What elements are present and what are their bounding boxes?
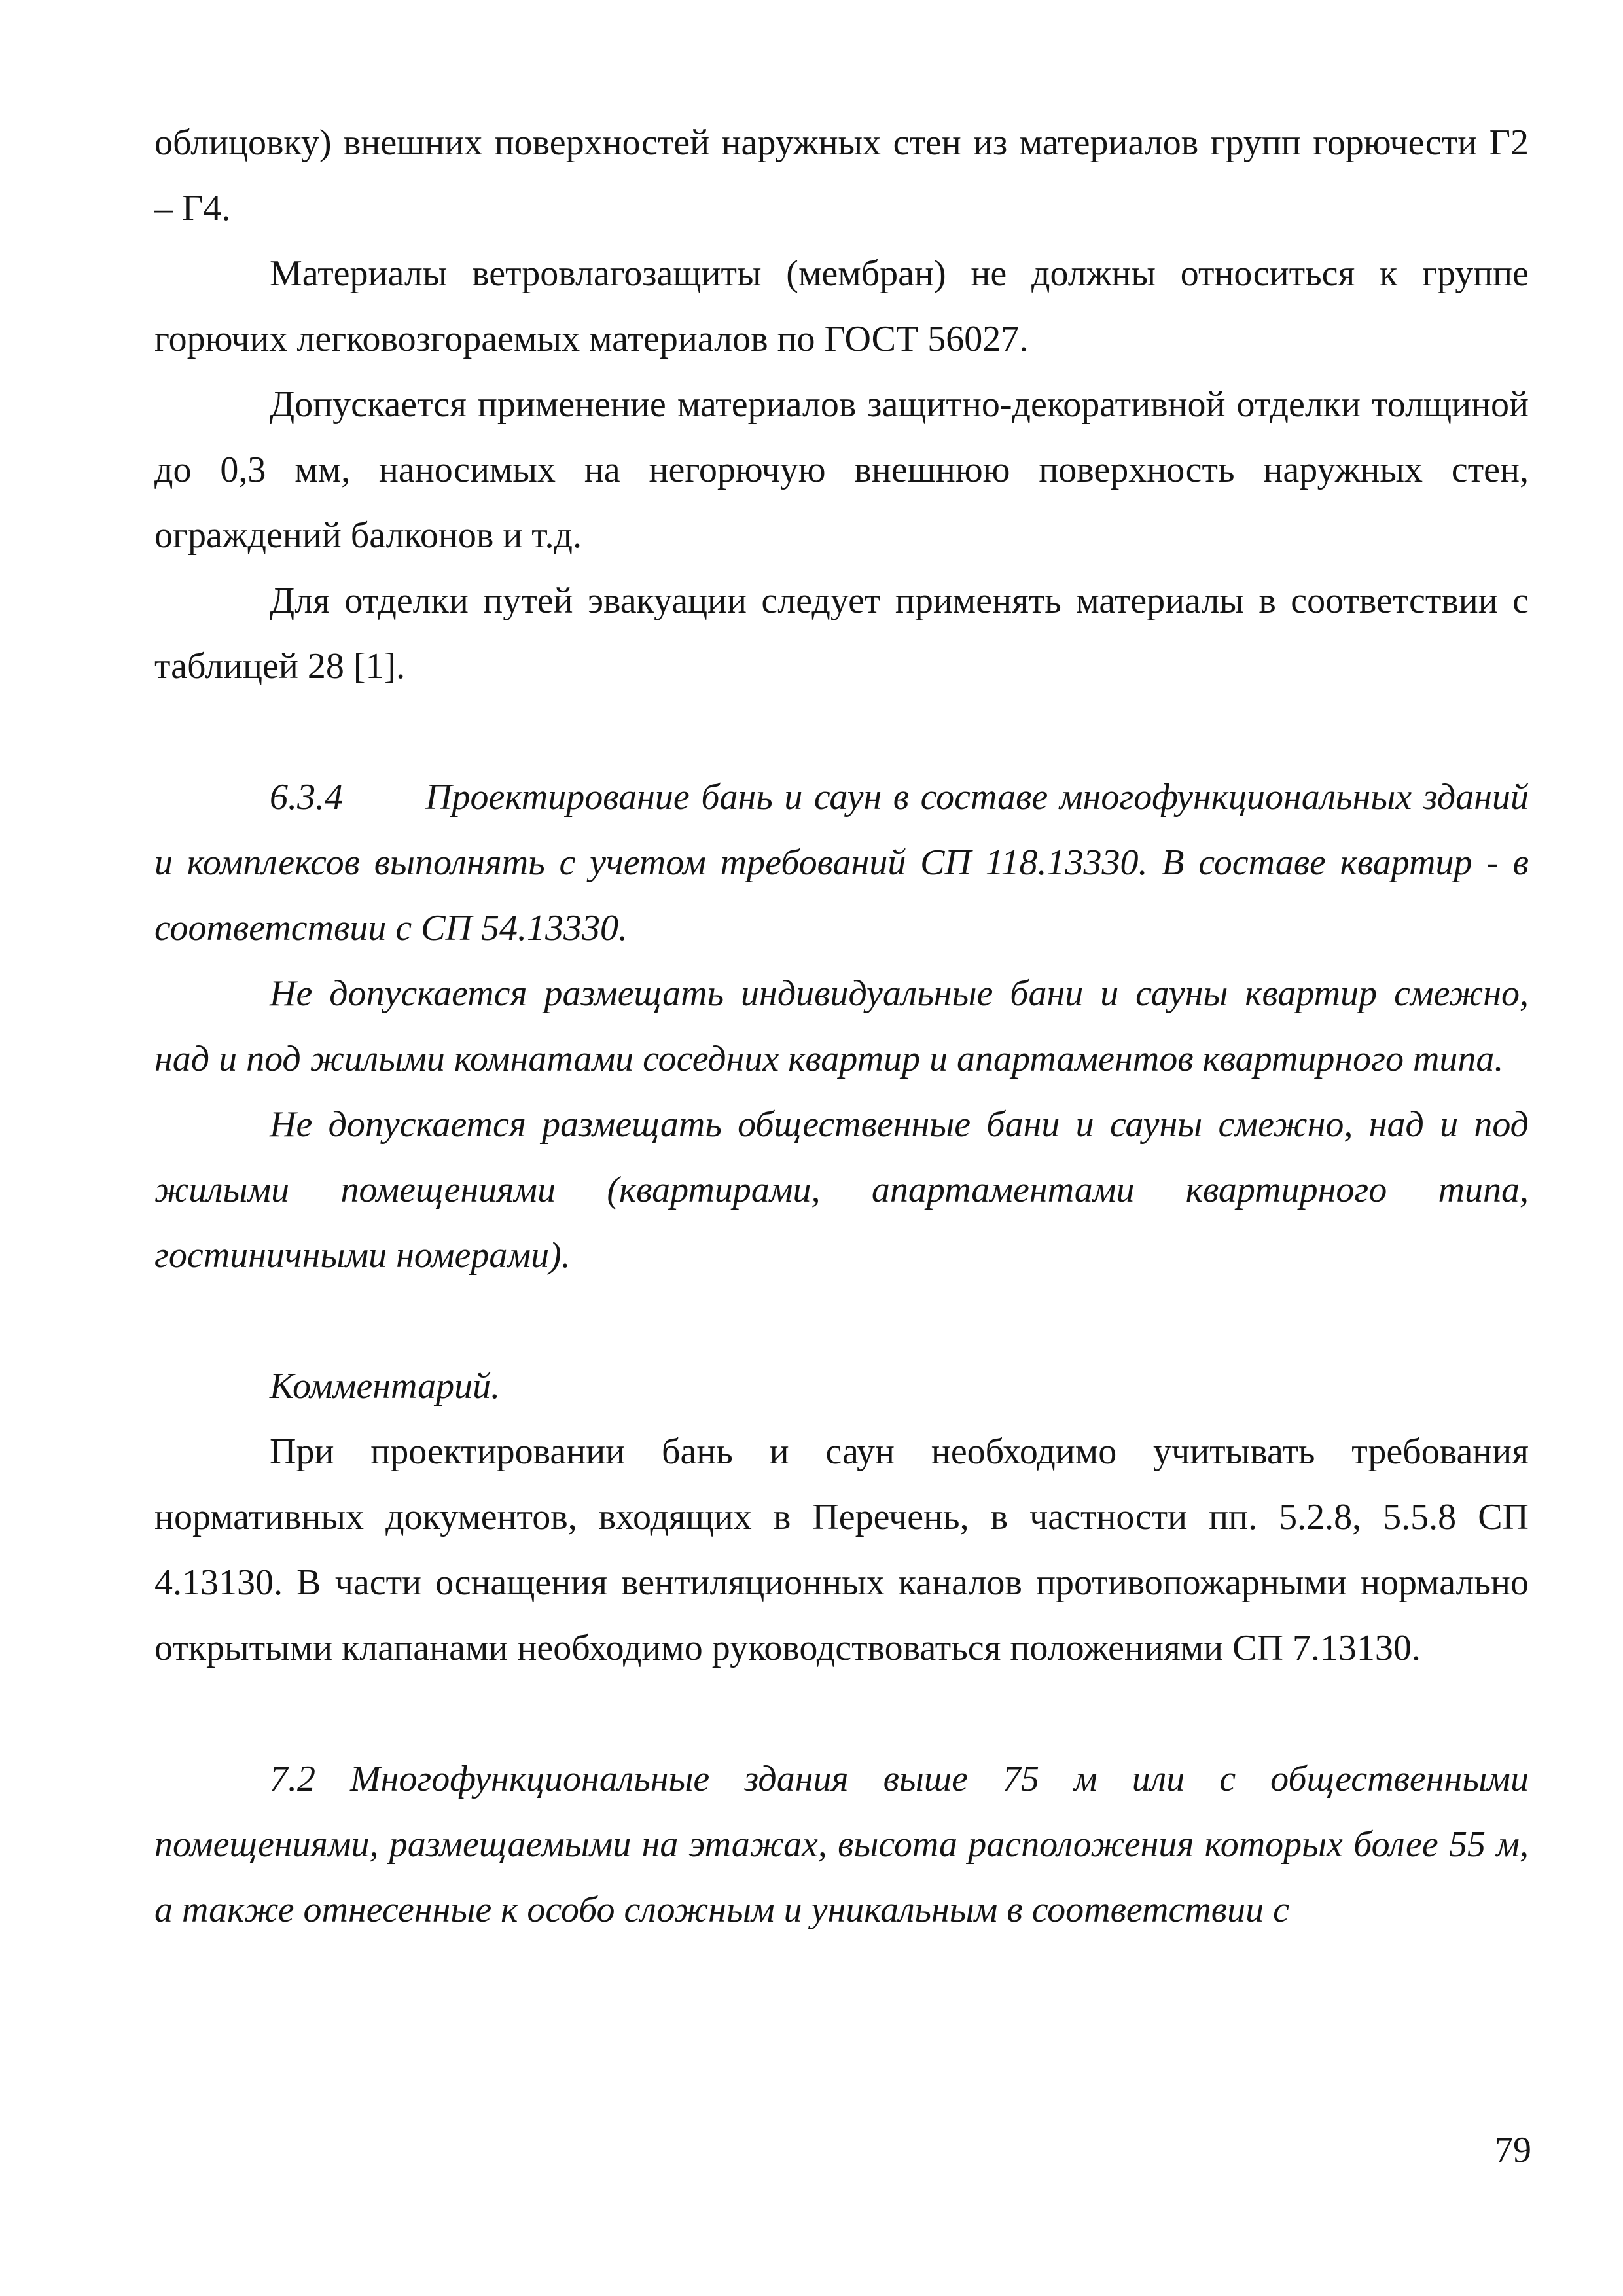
comment-paragraph: При проектировании бань и саун необходимо учитывать требования нормативных документов, входящих в Перечень, в частности пп. 5.2.8, 5.5.8 СП 4.13130. В части оснащения вентиляционных каналов противопожарными нормально открытыми клапанами необходимо руководствоваться положениями СП 7.13130. [154,1431,1529,1668]
body-paragraph: Материалы ветровлагозащиты (мембран) не должны относиться к группе горючих легковозгораемых материалов по ГОСТ 56027. [154,253,1529,359]
body-paragraph: Допускается применение материалов защитно-декоративной отделки толщиной до 0,3 мм, наносимых на негорючую внешнюю поверхность наружных стен, ограждений балконов и т.д. [154,384,1529,556]
document-page [154,110,1529,1943]
spacer [154,1681,1529,1746]
section-text: Проектирование бань и саун в составе многофункциональных зданий и комплексов выполнять с учетом требований СП 118.13330. В составе квартир - в соответствии с СП 54.13330. [154,777,1529,948]
spacer [154,699,1529,764]
body-paragraph: Для отделки путей эвакуации следует применять материалы в соответствии с таблицей 28 [1]. [154,581,1529,687]
section-6-3-4-paragraph [154,764,1529,961]
page-number: 79 [1495,2130,1531,2170]
body-paragraph: облицовку) внешних поверхностей наружных стен из материалов групп горючести Г2 – Г4. [154,122,1529,228]
section-7-2-paragraph: 7.2 Многофункциональные здания выше 75 м или с общественными помещениями, размещаемыми на этажах, высота расположения которых более 55 м, а также отнесенные к особо сложным и уникальным в соответствии с [154,1759,1529,1930]
spacer [154,1288,1529,1354]
comment-heading: Комментарий. [270,1366,501,1407]
section-6-3-4-paragraph-2: Не допускается размещать индивидуальные бани и сауны квартир смежно, над и под жилыми комнатами соседних квартир и апартаментов квартирного типа. [154,973,1529,1079]
section-6-3-4-paragraph-3: Не допускается размещать общественные бани и сауны смежно, над и под жилыми помещениями (квартирами, апартаментами квартирного типа, гостиничными номерами). [154,1104,1529,1276]
section-number: 6.3.4 [270,777,343,817]
